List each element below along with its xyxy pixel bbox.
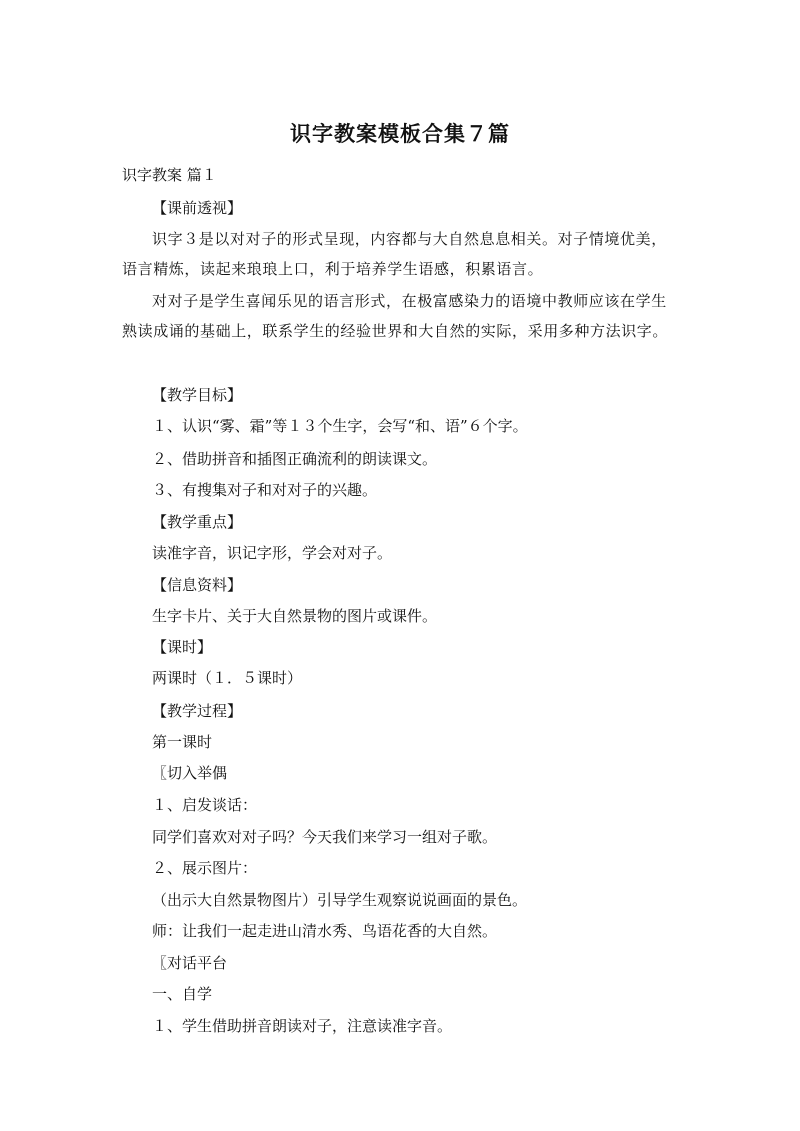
block-heading-key-points: 【教学重点】 [152,513,243,531]
process-step-2: ２、展示图片： [152,859,258,877]
dialogue-platform-heading: 〖对话平台 [152,954,228,972]
self-study-heading: 一、自学 [152,985,213,1003]
paragraph-method: 对对子是学生喜闻乐见的语言形式，在极富感染力的语境中教师应该在学生熟读成诵的基础上，联系学生的经验世界和大自然的实际，采用多种方法识字。 [122,292,669,340]
objective-item-3: ３、有搜集对子和对对子的兴趣。 [152,481,378,499]
process-period-1: 第一课时 [152,733,213,751]
process-teacher-line: 师：让我们一起走进山清水秀、鸟语花香的大自然。 [152,922,498,940]
paragraph-intro: 识字３是以对对子的形式呈现，内容都与大自然息息相关。对子情境优美，语言精炼，读起来琅琅上口，利于培养学生语感，积累语言。 [122,230,667,278]
process-step-1-text: 同学们喜欢对对子吗？今天我们来学习一组对子歌。 [152,828,498,846]
block-heading-periods: 【课时】 [152,638,213,656]
process-step-1: １、启发谈话： [152,796,258,814]
self-study-step-1: １、学生借助拼音朗读对子，注意读准字音。 [152,1017,453,1035]
process-intro-heading: 〖切入举偶 [152,764,228,782]
resources-text: 生字卡片、关于大自然景物的图片或课件。 [152,607,438,625]
block-heading-objectives: 【教学目标】 [152,386,243,404]
block-heading-resources: 【信息资料】 [152,576,243,594]
document-title: 识字教案模板合集７篇 [290,122,510,146]
block-heading-preview: 【课前透视】 [152,199,243,217]
objective-item-1: １、认识“雾、霜”等１３个生字，会写“和、语”６个字。 [152,417,528,435]
process-step-2-text: （出示大自然景物图片）引导学生观察说说画面的景色。 [152,891,528,909]
key-points-text: 读准字音，识记字形，学会对对子。 [152,544,393,562]
block-heading-process: 【教学过程】 [152,702,243,720]
objective-item-2: ２、借助拼音和插图正确流利的朗读课文。 [152,450,438,468]
section-heading: 识字教案 篇１ [122,166,217,184]
periods-text: 两课时（１．５课时） [152,669,303,687]
